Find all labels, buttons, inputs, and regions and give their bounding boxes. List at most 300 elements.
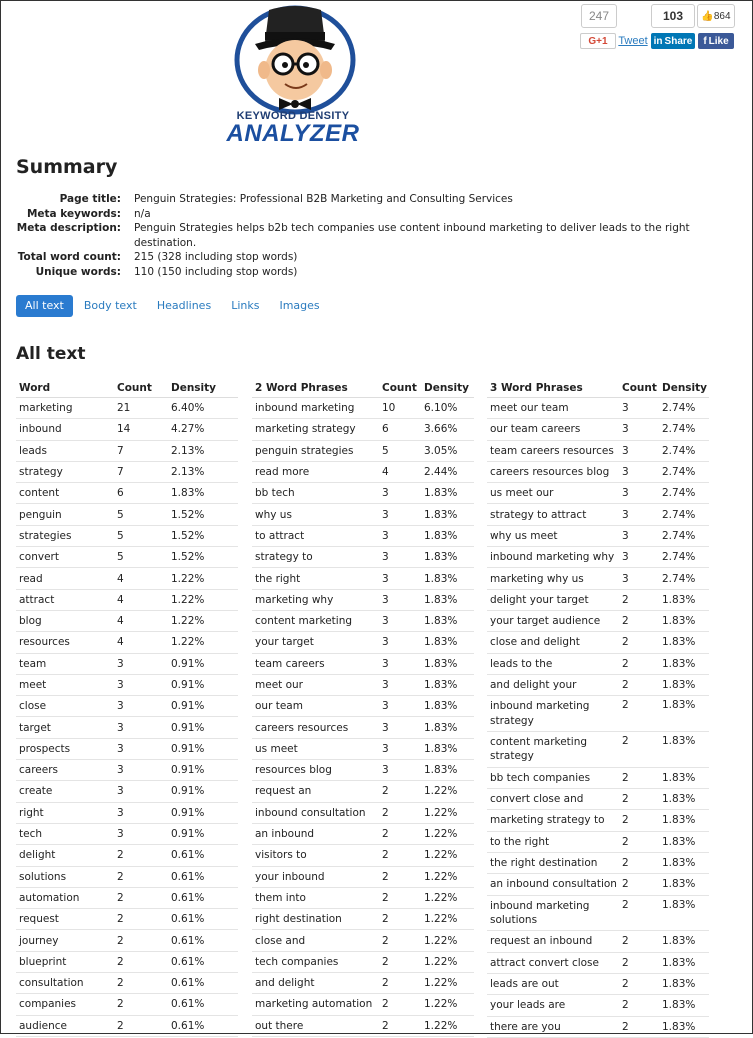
table-row — [16, 590, 238, 611]
count-cell: 7 — [117, 466, 124, 479]
count-cell: 3 — [382, 572, 389, 585]
density-cell: 1.22% — [171, 615, 205, 628]
table-row — [487, 483, 709, 504]
density-cell: 1.83% — [662, 814, 696, 827]
linkedin-share-button[interactable] — [651, 33, 695, 49]
count-cell: 2 — [117, 955, 124, 968]
density-cell: 1.83% — [424, 700, 458, 713]
count-cell: 2 — [382, 806, 389, 819]
facebook-like-button[interactable] — [698, 33, 734, 49]
term-cell: strategy — [19, 466, 63, 479]
term-cell: read more — [255, 466, 310, 479]
table-row — [487, 874, 709, 895]
density-cell: 1.83% — [662, 636, 696, 649]
table-header — [16, 378, 238, 398]
term-cell: leads — [19, 444, 47, 457]
table-row — [487, 696, 709, 732]
density-cell: 4.27% — [171, 423, 205, 436]
table-row — [16, 696, 238, 717]
count-cell: 2 — [622, 935, 629, 948]
term-cell: penguin strategies — [255, 444, 354, 457]
term-cell: marketing automation — [255, 998, 373, 1011]
tweet-button[interactable]: Tweet — [618, 35, 648, 47]
term-cell: your target audience — [490, 615, 601, 628]
term-cell: right destination — [255, 913, 342, 926]
density-cell: 1.83% — [424, 572, 458, 585]
term-cell: automation — [19, 891, 80, 904]
table-row — [487, 419, 709, 440]
count-cell: 3 — [622, 487, 629, 500]
term-cell: inbound marketing solutions — [490, 899, 590, 927]
table-row — [16, 675, 238, 696]
term-cell: inbound marketing strategy — [490, 700, 590, 727]
term-cell: marketing strategy to — [490, 814, 605, 827]
column-header: Count — [117, 381, 152, 394]
count-cell: 2 — [382, 1019, 389, 1032]
term-cell: convert close and — [490, 793, 584, 806]
table-row — [487, 504, 709, 525]
table-row — [252, 845, 474, 866]
density-cell: 0.61% — [171, 891, 205, 904]
term-cell: inbound marketing why — [490, 551, 615, 564]
term-cell: an inbound — [255, 828, 315, 841]
count-cell: 3 — [117, 764, 124, 777]
table-row — [252, 590, 474, 611]
density-cell: 0.91% — [171, 806, 205, 819]
count-cell: 3 — [117, 657, 124, 670]
table-row — [16, 909, 238, 930]
count-cell: 2 — [117, 913, 124, 926]
count-cell: 3 — [622, 551, 629, 564]
term-cell: content — [19, 487, 60, 500]
density-cell: 2.74% — [662, 572, 696, 585]
table-row — [252, 888, 474, 909]
table-row — [16, 952, 238, 973]
density-cell: 1.83% — [424, 508, 458, 521]
density-cell: 3.05% — [424, 444, 458, 457]
table-row — [16, 419, 238, 440]
count-cell: 2 — [622, 878, 629, 891]
count-cell: 7 — [117, 444, 124, 457]
term-cell: your leads are — [490, 999, 566, 1012]
count-cell: 2 — [622, 615, 629, 628]
term-cell: strategies — [19, 529, 72, 542]
term-cell: your inbound — [255, 870, 325, 883]
term-cell: close — [19, 700, 47, 713]
table-row — [487, 768, 709, 789]
term-cell: meet our team — [490, 402, 569, 415]
facebook-icon: f — [703, 35, 707, 47]
table-row — [16, 824, 238, 845]
count-cell: 5 — [117, 551, 124, 564]
unique-words-label: Unique words: — [35, 265, 121, 278]
term-cell: create — [19, 785, 53, 798]
count-cell: 2 — [622, 814, 629, 827]
density-cell: 0.91% — [171, 764, 205, 777]
table-row — [16, 739, 238, 760]
term-cell: blueprint — [19, 955, 67, 968]
term-cell: target — [19, 721, 51, 734]
density-cell: 1.22% — [424, 806, 458, 819]
table-row — [487, 832, 709, 853]
density-cell: 1.52% — [171, 508, 205, 521]
table-row — [252, 930, 474, 951]
term-cell: close and — [255, 934, 306, 947]
summary-table — [16, 192, 694, 280]
count-cell: 2 — [117, 849, 124, 862]
density-cell: 2.74% — [662, 508, 696, 521]
density-cell: 0.91% — [171, 721, 205, 734]
density-cell: 1.22% — [171, 593, 205, 606]
count-cell: 4 — [382, 466, 389, 479]
count-cell: 2 — [622, 857, 629, 870]
count-cell: 4 — [117, 615, 124, 628]
density-cell: 1.83% — [662, 1020, 696, 1033]
term-cell: careers resources blog — [490, 466, 610, 479]
density-cell: 0.91% — [171, 679, 205, 691]
count-cell: 2 — [117, 870, 124, 883]
table-row — [252, 441, 474, 462]
count-cell: 2 — [117, 934, 124, 947]
density-cell: 1.83% — [662, 898, 696, 911]
density-cell: 2.74% — [662, 529, 696, 542]
density-cell: 1.83% — [424, 593, 458, 606]
density-cell: 2.74% — [662, 423, 696, 436]
density-cell: 1.83% — [662, 615, 696, 628]
term-cell: marketing why us — [490, 572, 584, 585]
term-cell: attract convert close — [490, 956, 599, 969]
count-cell: 3 — [622, 529, 629, 542]
count-cell: 3 — [382, 679, 389, 691]
count-cell: 2 — [622, 657, 629, 670]
tab-body-text[interactable]: Body text — [83, 299, 137, 312]
count-cell: 3 — [622, 508, 629, 521]
count-cell: 3 — [382, 742, 389, 755]
term-cell: team careers — [255, 657, 325, 670]
table-row — [252, 973, 474, 994]
count-cell: 3 — [117, 700, 124, 713]
count-cell: 3 — [622, 466, 629, 479]
summary-row-meta-description — [16, 221, 694, 250]
gplus-count: 247 — [581, 4, 617, 28]
term-cell: audience — [19, 1019, 68, 1032]
density-cell: 0.91% — [171, 742, 205, 755]
count-cell: 2 — [622, 636, 629, 649]
summary-row-total-word-count — [16, 250, 694, 265]
term-cell: inbound marketing — [255, 402, 355, 415]
density-cell: 1.22% — [424, 870, 458, 883]
term-cell: our team — [255, 700, 303, 713]
count-cell: 3 — [622, 423, 629, 436]
term-cell: the right destination — [490, 857, 598, 870]
term-cell: content marketing strategy — [490, 735, 588, 763]
table-row — [487, 590, 709, 611]
table-row — [487, 789, 709, 810]
density-cell: 1.83% — [662, 699, 696, 712]
term-cell: prospects — [19, 742, 71, 755]
count-cell: 2 — [622, 1020, 629, 1033]
density-cell: 1.52% — [171, 551, 205, 564]
density-cell: 1.83% — [424, 679, 458, 691]
table-row — [252, 994, 474, 1015]
table-row — [16, 654, 238, 675]
density-cell: 6.40% — [171, 402, 205, 415]
table-row — [252, 568, 474, 589]
term-cell: solutions — [19, 870, 67, 883]
page-title-value: Penguin Strategies: Professional B2B Marketing and Consulting Services — [134, 193, 513, 205]
density-cell: 1.83% — [424, 551, 458, 564]
count-cell: 21 — [117, 402, 131, 415]
term-cell: careers — [19, 764, 59, 777]
count-cell: 2 — [622, 771, 629, 784]
logo-line-2: ANALYZER — [226, 120, 360, 147]
density-cell: 1.83% — [424, 615, 458, 628]
term-cell: your target — [255, 636, 314, 649]
thumbs-up-icon: 👍 — [701, 10, 714, 22]
meta-keywords-value: n/a — [134, 207, 151, 220]
term-cell: convert — [19, 551, 59, 564]
gplus-button[interactable]: G+1 — [580, 33, 616, 49]
density-cell: 1.83% — [424, 636, 458, 649]
meta-description-label: Meta description: — [16, 222, 121, 235]
term-cell: us meet — [255, 742, 298, 755]
count-cell: 3 — [622, 402, 629, 415]
density-cell: 1.83% — [662, 935, 696, 948]
density-cell: 2.74% — [662, 487, 696, 500]
table-row — [487, 995, 709, 1016]
table-row — [487, 732, 709, 768]
term-cell: careers resources — [255, 721, 349, 734]
density-cell: 1.83% — [424, 721, 458, 734]
count-cell: 14 — [117, 423, 131, 436]
density-cell: 2.44% — [424, 466, 458, 479]
table-row — [16, 398, 238, 419]
count-cell: 3 — [382, 764, 389, 777]
density-cell: 1.22% — [424, 785, 458, 798]
table-row — [487, 526, 709, 547]
term-cell: our team careers — [490, 423, 581, 436]
count-cell: 2 — [622, 699, 629, 712]
density-cell: 1.83% — [424, 657, 458, 670]
tab-all-text[interactable]: All text — [16, 295, 73, 317]
density-cell: 1.83% — [424, 487, 458, 500]
density-cell: 0.91% — [171, 828, 205, 841]
term-cell: bb tech — [255, 487, 295, 500]
density-cell: 1.83% — [424, 529, 458, 542]
table-row — [487, 810, 709, 831]
table-row — [252, 760, 474, 781]
term-cell: and delight your — [490, 679, 577, 691]
count-cell: 2 — [117, 891, 124, 904]
table-row — [487, 462, 709, 483]
density-cell: 2.74% — [662, 444, 696, 457]
table-row — [487, 853, 709, 874]
table-row — [252, 632, 474, 653]
logo-text — [218, 110, 368, 148]
tab-images[interactable]: Images — [279, 299, 320, 312]
table-row — [252, 526, 474, 547]
count-cell: 3 — [382, 700, 389, 713]
density-cell: 2.13% — [171, 466, 205, 479]
term-cell: meet our — [255, 679, 303, 691]
total-word-count-value: 215 (328 including stop words) — [134, 251, 298, 264]
density-cell: 1.83% — [662, 857, 696, 870]
count-cell: 2 — [622, 593, 629, 606]
linkedin-icon: in — [653, 35, 663, 47]
table-row — [252, 547, 474, 568]
term-cell: journey — [19, 934, 59, 947]
summary-row-meta-keywords — [16, 207, 694, 222]
term-cell: leads are out — [490, 978, 559, 991]
term-cell: request an — [255, 785, 312, 798]
count-cell: 4 — [117, 593, 124, 606]
count-cell: 2 — [622, 679, 629, 691]
table-row — [252, 483, 474, 504]
table-row — [252, 952, 474, 973]
term-cell: penguin — [19, 508, 62, 521]
density-cell: 0.91% — [171, 700, 205, 713]
facebook-like-label: Like — [708, 35, 729, 47]
count-cell: 2 — [382, 785, 389, 798]
term-cell: request an inbound — [490, 935, 593, 948]
term-cell: and delight — [255, 977, 315, 990]
table-row — [16, 462, 238, 483]
density-cell: 0.61% — [171, 977, 205, 990]
column-header: Density — [424, 381, 470, 394]
logo-line-1: KEYWORD DENSITY — [236, 110, 350, 122]
two-word-phrases-table — [252, 378, 474, 1037]
density-cell: 1.83% — [662, 999, 696, 1012]
term-cell: close and delight — [490, 636, 580, 649]
count-cell: 3 — [382, 636, 389, 649]
social-share-bar — [579, 4, 749, 54]
table-row — [252, 803, 474, 824]
count-cell: 4 — [117, 636, 124, 649]
three-word-phrases-table — [487, 378, 709, 1038]
table-row — [16, 632, 238, 653]
density-cell: 1.83% — [662, 978, 696, 991]
table-row — [252, 824, 474, 845]
density-cell: 1.22% — [424, 891, 458, 904]
term-cell: content marketing — [255, 615, 353, 628]
density-cell: 1.22% — [424, 998, 458, 1011]
table-row — [252, 654, 474, 675]
term-cell: request — [19, 913, 59, 926]
tab-headlines[interactable]: Headlines — [156, 299, 212, 312]
density-cell: 0.61% — [171, 934, 205, 947]
term-cell: delight — [19, 849, 56, 862]
density-cell: 0.91% — [171, 785, 205, 798]
term-cell: visitors to — [255, 849, 307, 862]
count-cell: 2 — [382, 934, 389, 947]
term-cell: tech companies — [255, 955, 339, 968]
table-row — [487, 931, 709, 952]
count-cell: 6 — [117, 487, 124, 500]
count-cell: 3 — [382, 593, 389, 606]
density-cell: 0.61% — [171, 998, 205, 1011]
term-cell: read — [19, 572, 43, 585]
table-row — [487, 398, 709, 419]
table-row — [16, 973, 238, 994]
table-row — [16, 504, 238, 525]
term-cell: why us — [255, 508, 292, 521]
density-cell: 1.83% — [662, 734, 696, 747]
table-row — [16, 803, 238, 824]
column-header: 2 Word Phrases — [255, 381, 348, 394]
table-row — [487, 675, 709, 696]
table-row — [487, 896, 709, 932]
count-cell: 2 — [382, 955, 389, 968]
density-cell: 1.83% — [662, 657, 696, 670]
term-cell: marketing — [19, 402, 73, 415]
table-row — [487, 632, 709, 653]
table-row — [487, 1017, 709, 1038]
count-cell: 3 — [117, 679, 124, 691]
table-row — [252, 717, 474, 738]
count-cell: 3 — [382, 721, 389, 734]
density-cell: 0.91% — [171, 657, 205, 670]
count-cell: 3 — [382, 487, 389, 500]
count-cell: 3 — [117, 742, 124, 755]
count-cell: 3 — [382, 551, 389, 564]
count-cell: 3 — [382, 508, 389, 521]
density-cell: 1.83% — [662, 878, 696, 891]
table-row — [252, 739, 474, 760]
count-cell: 2 — [382, 998, 389, 1011]
summary-heading: Summary — [16, 156, 118, 178]
count-cell: 6 — [382, 423, 389, 436]
density-cell: 1.52% — [171, 529, 205, 542]
term-cell: companies — [19, 998, 77, 1011]
term-cell: out there — [255, 1019, 304, 1032]
like-count-value: 864 — [713, 10, 731, 22]
count-cell: 2 — [382, 870, 389, 883]
density-cell: 1.83% — [171, 487, 205, 500]
count-cell: 3 — [117, 721, 124, 734]
density-cell: 3.66% — [424, 423, 458, 436]
count-cell: 2 — [622, 956, 629, 969]
table-row — [487, 568, 709, 589]
tab-links[interactable]: Links — [231, 299, 260, 312]
count-cell: 3 — [117, 806, 124, 819]
term-cell: inbound — [19, 423, 62, 436]
term-cell: meet — [19, 679, 47, 691]
count-cell: 3 — [382, 529, 389, 542]
density-cell: 1.83% — [662, 771, 696, 784]
table-header — [487, 378, 709, 398]
count-cell: 2 — [382, 849, 389, 862]
count-cell: 4 — [117, 572, 124, 585]
count-cell: 3 — [117, 785, 124, 798]
term-cell: to the right — [490, 835, 550, 848]
table-row — [252, 909, 474, 930]
density-cell: 1.83% — [662, 835, 696, 848]
density-cell: 1.22% — [424, 955, 458, 968]
density-cell: 1.22% — [424, 849, 458, 862]
density-cell: 2.13% — [171, 444, 205, 457]
tweet-count: 103 — [651, 4, 695, 28]
term-cell: inbound consultation — [255, 806, 366, 819]
density-cell: 2.74% — [662, 466, 696, 479]
table-row — [252, 398, 474, 419]
term-cell: there are you — [490, 1020, 561, 1033]
term-cell: leads to the — [490, 657, 553, 670]
column-header: Density — [662, 381, 708, 394]
table-row — [487, 953, 709, 974]
page-title-label: Page title: — [59, 193, 121, 205]
density-cell: 0.61% — [171, 955, 205, 968]
term-cell: right — [19, 806, 44, 819]
